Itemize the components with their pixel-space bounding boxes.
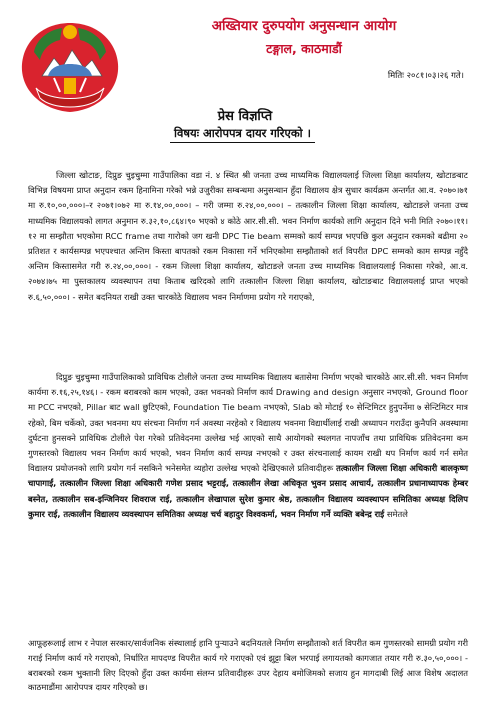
accused-list: तत्कालीन जिल्ला शिक्षा अधिकारी बालकृष्ण चापागाईं, तत्कालीन जिल्ला शिक्षा अधिकारी गणेश प्रसाद भट्टराई, तत्कालीन लेखा अधिकृत भुवन प्रसाद आचार्य, तत्कालीन प्रधानाध्यापक हेम्बर बस्नेत, तत्कालीन सब-इन्जिनियर शिवराज राई, तत्कालीन लेखापाल सुरेश कुमार श्रेष्ठ, तत्कालीन विद्यालय व्यवस्थापन समितिका अध्यक्ष दिलिप कुमार राई, तत्कालीन विद्यालय व्यवस्थापन समितिका अध्यक्ष चर्च बहादुर विश्वकर्मा, भवन निर्माण गर्ने व्यक्ति बबेन्द्र राई — [28, 463, 468, 519]
paragraph-2-text: दिप्रुङ चुइचुम्मा गाउँपालिकाको प्राविधिक टोलीले जनता उच्च माध्यमिक विद्यालय बतासेमा निर्माण भएको चारकोठे आर.सी.सी. भवन निर्माण कार्यमा रु.१६,२५,१४६। - रकम बराबरको काम भएको, उक्त भवनको निर्माण कार्य Drawing and design अनुसार नभएको, Ground floor मा PCC नभएको, Pillar बाट wall छुटिएको, Foundation Tie beam नभएको, Slab को मोटाई १० सेन्टिमिटर हुनुपर्नेमा ७ सेन्टिमिटर मात्र रहेको, बिम चर्केको, उक्त भवनमा थप संरचना निर्माण गर्न अवस्था नरहेको र विद्यालय भवनमा विद्यार्थीलाई राखी अध्यापन गराउँदा कुनैपनि अवस्थामा दुर्घटना हुनसक्ने प्राविधिक टोलीले पेश गरेको प्रतिवेदनमा उल्लेख भई आएको साथै आयोगको स्थलगत नापजाँच तथा प्राविधिक प्रतिवेदनमा कम गुणस्तरको विद्यालय भवन निर्माण कार्य भएको, भवन निर्माण कार्य सम्पन्न नभएको र उक्त संरचनालाई कायम राखी थप निर्माण कार्य गर्न समेत विद्यालय प्रयोजनको लागि प्रयोग गर्न नसकिने भनेसमेत व्यहोरा उल्लेख भएको देखिएकाले प्रतिवादीहरू — [28, 372, 468, 474]
body-paragraph-1: जिल्ला खोटाङ, दिप्रुङ चुइचुम्मा गाउँपालिका वडा नं. ४ स्थित श्री जनता उच्च माध्यमिक विद्यालयलाई जिल्ला शिक्षा कार्यालय, खोटाङबाट विभिन्न विषयमा प्राप्त अनुदान रकम हिनामिना गरेको भन्ने उजुरीका सम्बन्धमा अनुसन्धान हुँदा विद्यालय क्षेत्र सुधार कार्यक्रम अन्तर्गत आ.व. २०७०।७१ मा रु.१०,००,०००।–र २०७१।०७२ मा रु.१४,००,०००। – गरी जम्मा रु.२४,००,०००। – तत्कालीन जिल्ला शिक्षा कार्यालय, खोटाङले जनता उच्च माध्यमिक विद्यालयको लागत अनुमान रु.३२,१०,८६४।९० भएको ४ कोठे आर.सी.सी. भवन निर्माण कार्यको लागि अनुदान दिने भनी मिति २०७०।११।१२ मा सम्झौता भएकोमा RCC frame तथा गारोको जग खनी DPC Tie beam सम्मको कार्य सम्पन्न भएपछि कुल अनुदान रकमको बढीमा २० प्रतिशत र कार्यसम्पन्न भएपश्चात अन्तिम किस्ता बापतको रकम निकासा गर्ने भनिएकोमा सम्झौताको शर्त विपरीत DPC सम्मको काम सम्पन्न नहुँदै अन्तिम किस्तासमेत गरी रु.२४,००,०००। - रकम जिल्ला शिक्षा कार्यालय, खोटाङले जनता उच्च माध्यमिक विद्यालयलाई निकासा गरेको, आ.व. २०७४।७५ मा पुस्तकालय व्यवस्थापन तथा किताब खरिदको लागि तत्कालीन जिल्ला शिक्षा कार्यालय, खोटाङबाट विद्यालयलाई प्राप्त भएको रु.६,५०,०००। - समेत बदनियत राखी उक्त चारकोठे विद्यालय भवन निर्माणमा प्रयोग गरे गराएको, — [28, 170, 468, 302]
press-release-title: प्रेस विज्ञप्ति — [217, 109, 273, 124]
paragraph-2-tail: समेतले — [386, 508, 408, 519]
body-paragraph-3: आफूहरूलाई लाभ र नेपाल सरकार/सार्वजनिक संस्थालाई हानि पुऱ्याउने बदनियतले निर्माण सम्झौताको शर्त विपरीत कम गुणस्तरको सामग्री प्रयोग गरी गराई निर्माण कार्य गरे गराएको, निर्धारित मापदण्ड विपरीत कार्य गरे गराएको एवं झुट्टा बिल भरपाई लगायतको कागजात तयार गरी रु.३०,५०,०००। - बराबरको रकम भुक्तानी लिए दिएको हुँदा उक्त कार्यमा संलग्न प्रतिवादीहरू उपर देहाय बमोजिमको सजाय हुन मागदाबी लिई आज विशेष अदालत काठमाडौंमा आरोपपत्र दायर गरिएको छ। — [28, 638, 468, 693]
organization-address: टङ्गाल, काठमाडौं — [266, 41, 342, 56]
body-paragraph-2 — [28, 370, 468, 522]
notice-date: मितिः २०८१।०३।२६ गते। — [387, 71, 464, 81]
organization-name: अख्तियार दुरुपयोग अनुसन्धान आयोग — [211, 18, 397, 34]
notice-subject: विषयः आरोपपत्र दायर गरिएको । — [170, 126, 315, 143]
nepal-government-emblem-icon — [14, 18, 126, 116]
